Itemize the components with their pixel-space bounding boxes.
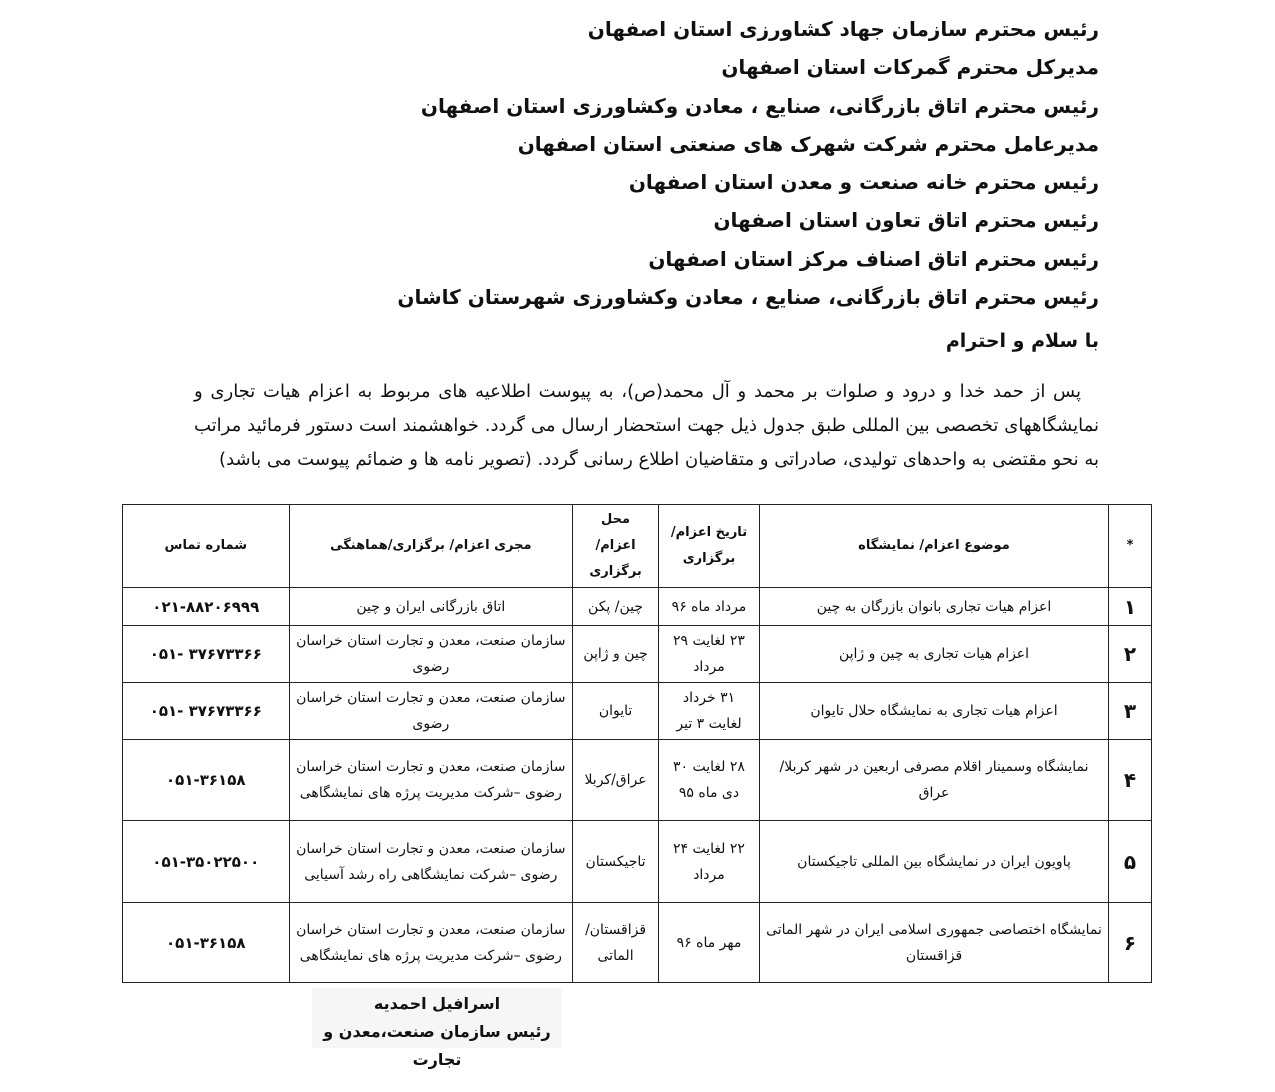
events-table (122, 504, 1152, 983)
row-num: ۲ (1109, 626, 1152, 683)
row-phone: ۰۵۱-۳۵۰۲۲۵۰۰ (123, 821, 290, 903)
signer-title: رئیس سازمان صنعت،معدن و تجارت (323, 1022, 551, 1069)
addressee-line: رئیس محترم اتاق بازرگانی، صنایع ، معادن وکشاورزی شهرستان کاشان (397, 285, 1099, 310)
table-row (123, 588, 1152, 626)
row-phone: ۰۵۱- ۳۷۶۷۳۳۶۶ (123, 683, 290, 740)
table-row (123, 626, 1152, 683)
addressee-line: رئیس محترم خانه صنعت و معدن استان اصفهان (628, 170, 1099, 195)
row-phone: ۰۲۱-۸۸۲۰۶۹۹۹ (123, 588, 290, 626)
signature-block (312, 988, 562, 1069)
row-place: تایوان (573, 683, 659, 740)
header-place: محل اعزام/ برگزاری (573, 505, 659, 588)
row-organizer: اتاق بازرگانی ایران و چین (289, 588, 573, 626)
row-subject: نمایشگاه وسمینار اقلام مصرفی اربعین در شهر کربلا/عراق (759, 740, 1108, 821)
addressee-line: مدیرکل محترم گمرکات استان اصفهان (721, 55, 1099, 80)
row-subject: اعزام هیات تجاری بانوان بازرگان به چین (759, 588, 1108, 626)
row-place: قزاقستان/ الماتی (573, 903, 659, 983)
table-row (123, 740, 1152, 821)
row-date: ۲۲ لغایت ۲۴ مرداد (659, 821, 760, 903)
header-date: تاریخ اعزام/ برگزاری (659, 505, 760, 588)
row-date: مهر ماه ۹۶ (659, 903, 760, 983)
row-subject: پاویون ایران در نمایشگاه بین المللی تاجیکستان (759, 821, 1108, 903)
row-organizer: سازمان صنعت، معدن و تجارت استان خراسان رضوی –شرکت نمایشگاهی راه رشد آسیایی (289, 821, 573, 903)
addressee-line: رئیس محترم سازمان جهاد کشاورزی استان اصفهان (587, 17, 1099, 41)
row-phone: ۰۵۱-۳۶۱۵۸ (123, 903, 290, 983)
row-num: ۶ (1109, 903, 1152, 983)
row-organizer: سازمان صنعت، معدن و تجارت استان خراسان رضوی –شرکت مدیریت پرژه های نمایشگاهی (289, 740, 573, 821)
table-row (123, 903, 1152, 983)
row-num: ۴ (1109, 740, 1152, 821)
row-date: ۲۳ لغایت ۲۹ مرداد (659, 626, 760, 683)
row-place: چین و ژاپن (573, 626, 659, 683)
row-subject: اعزام هیات تجاری به نمایشگاه حلال تایوان (759, 683, 1108, 740)
addressee-line: رئیس محترم اتاق اصناف مرکز استان اصفهان (648, 246, 1099, 271)
header-organizer: مجری اعزام/ برگزاری/هماهنگی (289, 505, 573, 588)
row-num: ۱ (1109, 588, 1152, 626)
row-place: عراق/کربلا (573, 740, 659, 821)
letter-body (194, 375, 1099, 477)
row-subject: نمایشگاه اختصاصی جمهوری اسلامی ایران در شهر الماتی قزاقستان (759, 903, 1108, 983)
header-phone: شماره تماس (123, 505, 290, 588)
body-paragraph: پس از حمد خدا و درود و صلوات بر محمد و آل محمد(ص)، به پیوست اطلاعیه های مربوط به اعزام هیات تجاری و نمایشگاههای تخصصی بین المللی طبق جدول ذیل جهت استحضار ارسال می گردد. خواهشمند است دستور فرمائید مراتب به نحو مقتضی به واحدهای تولیدی، صادراتی و متقاضیان اطلاع رسانی گردد. (تصویر نامه ها و ضمائم پیوست می باشد) (194, 381, 1099, 470)
table-header-row (123, 505, 1152, 588)
row-place: چین/ پکن (573, 588, 659, 626)
table-row (123, 821, 1152, 903)
table-row (123, 683, 1152, 740)
row-place: تاجیکستان (573, 821, 659, 903)
row-organizer: سازمان صنعت، معدن و تجارت استان خراسان رضوی –شرکت مدیریت پرژه های نمایشگاهی (289, 903, 573, 983)
row-phone: ۰۵۱-۳۶۱۵۸ (123, 740, 290, 821)
row-date: مرداد ماه ۹۶ (659, 588, 760, 626)
header-subject: موضوع اعزام/ نمایشگاه (759, 505, 1108, 588)
row-organizer: سازمان صنعت، معدن و تجارت استان خراسان رضوی (289, 626, 573, 683)
row-num: ۳ (1109, 683, 1152, 740)
header-num: * (1109, 505, 1152, 588)
addressee-line: مدیرعامل محترم شرکت شهرک های صنعتی استان اصفهان (517, 131, 1099, 156)
row-phone: ۰۵۱- ۳۷۶۷۳۳۶۶ (123, 626, 290, 683)
row-subject: اعزام هیات تجاری به چین و ژاپن (759, 626, 1108, 683)
greeting: با سلام و احترام (945, 330, 1099, 352)
row-date: ۲۸ لغایت ۳۰ دی ماه ۹۵ (659, 740, 760, 821)
addressee-line: رئیس محترم اتاق بازرگانی، صنایع ، معادن وکشاورزی استان اصفهان (420, 93, 1099, 118)
signer-name: اسرافیل احمدیه (373, 994, 501, 1013)
addressee-list (339, 10, 1099, 316)
row-organizer: سازمان صنعت، معدن و تجارت استان خراسان رضوی (289, 683, 573, 740)
row-date: ۳۱ خرداد لغایت ۳ تیر (659, 683, 760, 740)
addressee-line: رئیس محترم اتاق تعاون استان اصفهان (713, 208, 1099, 233)
row-num: ۵ (1109, 821, 1152, 903)
